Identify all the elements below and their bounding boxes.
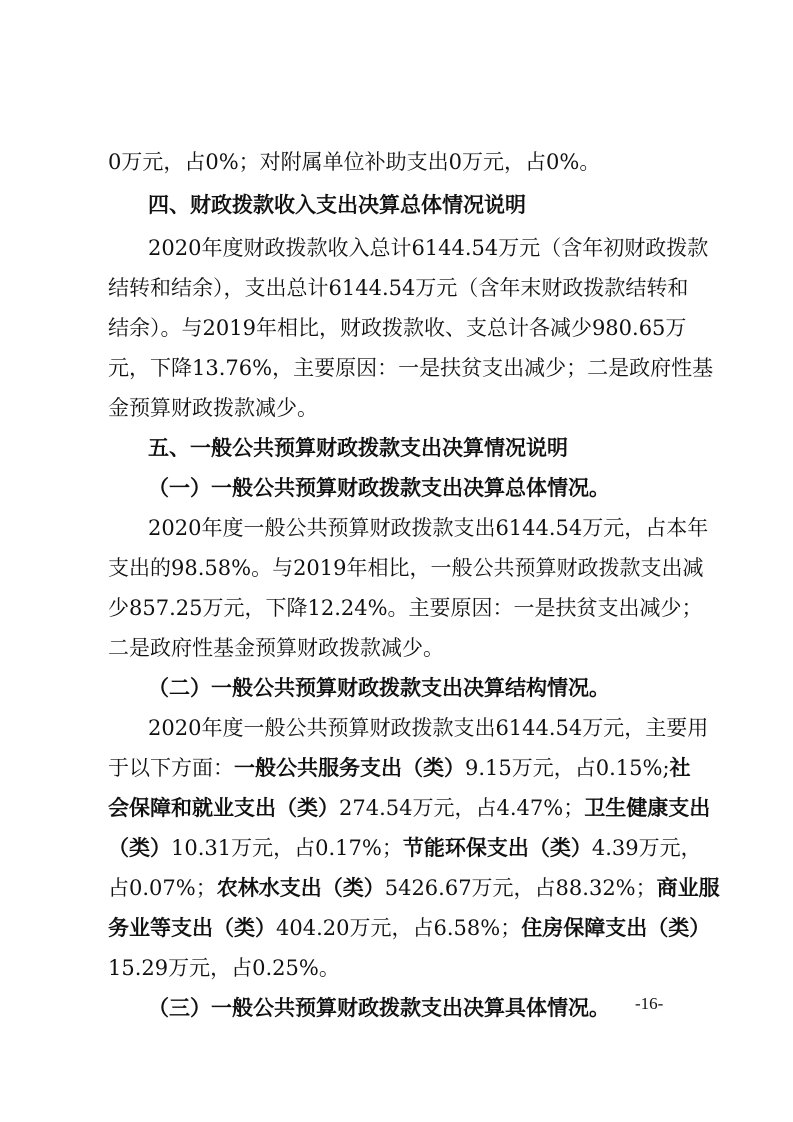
text-run: 结转和结余），支出总计6144.54万元（含年末财政拨款结转和 — [108, 276, 689, 300]
category-label: 一般公共服务支出（类） — [234, 756, 465, 780]
category-label: 务业等支出（类） — [108, 916, 276, 940]
text-line — [108, 748, 691, 788]
text-line — [108, 908, 711, 948]
text-run: 占0.07%； — [108, 876, 217, 900]
subsection-heading-1 — [148, 468, 688, 508]
text-line — [148, 708, 709, 748]
category-label: 会保障和就业支出（类） — [108, 796, 339, 820]
text-run: 少857.25万元，下降12.24%。主要原因：一是扶贫支出减少； — [108, 596, 703, 620]
text-line — [108, 788, 711, 828]
category-label: 农林水支出（类） — [216, 876, 385, 900]
text-run: 于以下方面： — [108, 756, 234, 780]
text-run: 404.20万元，占6.58%； — [276, 916, 522, 940]
text-run: 2020年度财政拨款收入总计6144.54万元（含年初财政拨款 — [148, 236, 709, 260]
section-heading-4 — [148, 185, 688, 225]
text-line — [108, 142, 688, 182]
text-line — [108, 548, 704, 588]
category-label: 社 — [669, 756, 691, 780]
heading-text: （三）一般公共预算财政拨款支出决算具体情况。 — [148, 996, 610, 1020]
text-run: 10.31万元，占0.17%； — [171, 836, 403, 860]
text-line — [148, 228, 709, 268]
heading-text: （一）一般公共预算财政拨款支出决算总体情况。 — [148, 476, 610, 500]
text-line — [108, 868, 720, 908]
text-run: 9.15万元，占0.15%; — [465, 756, 670, 780]
category-label: （类） — [108, 836, 171, 860]
category-label: 卫生健康支出 — [584, 796, 711, 820]
text-run: 支出的98.58%。与2019年相比，一般公共预算财政拨款支出减 — [108, 556, 704, 580]
text-line — [108, 308, 688, 348]
text-run: 15.29万元，占0.25%。 — [108, 956, 340, 980]
text-line — [148, 508, 709, 548]
category-label: 住房保障支出（类） — [521, 916, 711, 940]
text-line — [108, 268, 688, 308]
text-line — [108, 348, 714, 388]
text-run: 5426.67万元，占88.32%； — [384, 876, 657, 900]
subsection-heading-2 — [148, 668, 688, 708]
text-run: 2020年度一般公共预算财政拨款支出6144.54万元，主要用 — [148, 716, 709, 740]
page-number: -16- — [635, 994, 664, 1013]
text-line — [108, 588, 703, 628]
section-heading-5 — [148, 428, 688, 468]
text-run: 二是政府性基金预算财政拨款减少。 — [108, 636, 444, 660]
text-line — [108, 628, 688, 668]
text-run: 结余）。与2019年相比，财政拨款收、支总计各减少980.65万 — [108, 316, 687, 340]
text-run: 0万元，占0%；对附属单位补助支出0万元，占0%。 — [108, 150, 601, 174]
text-run: 元，下降13.76%，主要原因：一是扶贫支出减少；二是政府性基 — [108, 356, 714, 380]
heading-text: （二）一般公共预算财政拨款支出决算结构情况。 — [148, 676, 610, 700]
category-label: 商业服 — [656, 876, 720, 900]
text-run: 金预算财政拨款减少。 — [108, 396, 318, 420]
category-label: 节能环保支出（类） — [402, 836, 592, 860]
text-run: 4.39万元， — [591, 836, 702, 860]
text-run: 274.54万元，占4.47%； — [339, 796, 585, 820]
heading-text: 四、财政拨款收入支出决算总体情况说明 — [148, 193, 526, 217]
text-line — [108, 828, 702, 868]
heading-text: 五、一般公共预算财政拨款支出决算情况说明 — [148, 436, 568, 460]
text-line — [108, 388, 688, 428]
text-line — [108, 948, 688, 988]
text-run: 2020年度一般公共预算财政拨款支出6144.54万元，占本年 — [148, 516, 709, 540]
subsection-heading-3 — [148, 988, 618, 1028]
